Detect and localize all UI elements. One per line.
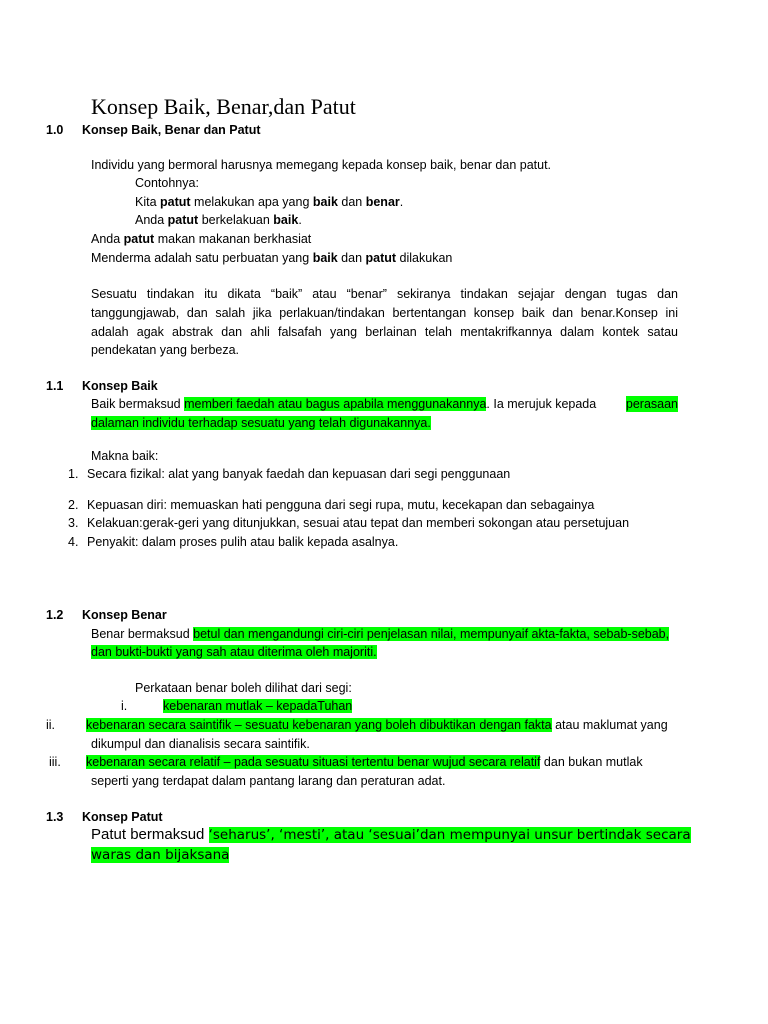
roman-numeral-i: i. bbox=[121, 699, 128, 713]
perkataan-benar-line: Perkataan benar boleh dilihat dari segi: bbox=[135, 681, 352, 695]
paragraph-line-3: adalah agak abstrak dan ahli falsafah yang berlainan telah mentakrifkannya dalam kontek satau bbox=[91, 325, 678, 339]
list-item: Secara fizikal: alat yang banyak faedah dan kepuasan dari segi penggunaan bbox=[87, 467, 511, 481]
makna-baik-label: Makna baik: bbox=[91, 449, 159, 463]
kebenaran-mutlak bbox=[163, 698, 352, 714]
highlight: kebenaran secara saintifik – sesuatu kebenaran yang boleh dibuktikan dengan fakta bbox=[86, 718, 552, 732]
patut-definition-line-1: Patut bermaksud ‘seharus’, ‘mesti’, atau ‘sesuai’dan mempunyai unsur bertindak secara bbox=[91, 826, 691, 843]
section-title-1-3: Konsep Patut bbox=[82, 810, 163, 824]
baik-definition-line-1: Baik bermaksud memberi faedah atau bagus apabila menggunakannya. Ia merujuk kepada perasaan bbox=[91, 397, 678, 411]
benar-definition-line-2 bbox=[91, 644, 377, 660]
highlight: kebenaran secara relatif – pada sesuatu situasi tertentu benar wujud secara relatif bbox=[86, 755, 541, 769]
highlight: dan bukti-bukti yang sah atau diterima oleh majoriti. bbox=[91, 645, 377, 659]
baik-definition-line-2 bbox=[91, 415, 431, 431]
highlight: memberi faedah atau bagus apabila menggunakannya bbox=[184, 397, 487, 411]
highlight: kebenaran mutlak – kepadaTuhan bbox=[163, 699, 353, 713]
example-line-3: Anda patut makan makanan berkhasiat bbox=[91, 232, 312, 246]
section-title-1-1: Konsep Baik bbox=[82, 379, 158, 393]
example-line-1: Kita patut melakukan apa yang baik dan benar. bbox=[135, 195, 404, 209]
list-item-number: 1. bbox=[68, 467, 79, 481]
highlight: betul dan mengandungi ciri-ciri penjelasan nilai, mempunyaif akta-fakta, sebab-sebab, bbox=[193, 627, 670, 641]
roman-numeral-ii: ii. bbox=[46, 718, 56, 732]
list-item-number: 2. bbox=[68, 498, 79, 512]
examples-label: Contohnya: bbox=[135, 176, 199, 190]
intro-sentence: Individu yang bermoral harusnya memegang kepada konsep baik, benar dan patut. bbox=[91, 158, 552, 172]
list-item: Kepuasan diri: memuaskan hati pengguna dari segi rupa, mutu, kecekapan dan sebagainya bbox=[87, 498, 595, 512]
highlight: dalaman individu terhadap sesuatu yang telah digunakannya. bbox=[91, 416, 431, 430]
kebenaran-saintifik-cont: dikumpul dan dianalisis secara saintifik. bbox=[91, 737, 310, 751]
highlight: perasaan bbox=[625, 397, 678, 411]
benar-definition-line-1: Benar bermaksud betul dan mengandungi ciri-ciri penjelasan nilai, mempunyaif akta-fakta, sebab-sebab, bbox=[91, 627, 670, 641]
section-title-1-0: Konsep Baik, Benar dan Patut bbox=[82, 123, 261, 137]
kebenaran-relatif: kebenaran secara relatif – pada sesuatu situasi tertentu benar wujud secara relatif dan bukan mutlak bbox=[86, 755, 643, 769]
section-number-1-2: 1.2 bbox=[46, 608, 64, 622]
highlight: waras dan bijaksana bbox=[91, 847, 230, 863]
document-title: Konsep Baik, Benar,dan Patut bbox=[91, 94, 356, 119]
highlight: ‘seharus’, ‘mesti’, atau ‘sesuai’dan mempunyai unsur bertindak secara bbox=[208, 827, 691, 843]
section-number-1-1: 1.1 bbox=[46, 379, 64, 393]
patut-definition-line-2 bbox=[91, 845, 229, 865]
list-item-number: 3. bbox=[68, 516, 79, 530]
roman-numeral-iii: iii. bbox=[49, 755, 61, 769]
section-title-1-2: Konsep Benar bbox=[82, 608, 167, 622]
section-number-1-3: 1.3 bbox=[46, 810, 64, 824]
paragraph-line-2: tanggungjawab, dan salah jika perlakuan/tindakan bertentangan konsep baik dan benar.Konsep ini bbox=[91, 306, 678, 320]
paragraph-line-4: pendekatan yang berbeza. bbox=[91, 343, 240, 357]
paragraph-line-1: Sesuatu tindakan itu dikata “baik” atau “benar” sekiranya tindakan sejajar dengan tugas dan bbox=[91, 287, 678, 301]
example-line-4: Menderma adalah satu perbuatan yang baik dan patut dilakukan bbox=[91, 251, 453, 265]
kebenaran-relatif-cont: seperti yang terdapat dalam pantang larang dan peraturan adat. bbox=[91, 774, 446, 788]
list-item: Penyakit: dalam proses pulih atau balik kepada asalnya. bbox=[87, 535, 399, 549]
list-item: Kelakuan:gerak-geri yang ditunjukkan, sesuai atau tepat dan memberi sokongan atau persetujuan bbox=[87, 516, 630, 530]
section-number-1-0: 1.0 bbox=[46, 123, 64, 137]
list-item-number: 4. bbox=[68, 535, 79, 549]
example-line-2: Anda patut berkelakuan baik. bbox=[135, 213, 302, 227]
kebenaran-saintifik: kebenaran secara saintifik – sesuatu kebenaran yang boleh dibuktikan dengan fakta atau maklumat yang bbox=[86, 718, 668, 732]
